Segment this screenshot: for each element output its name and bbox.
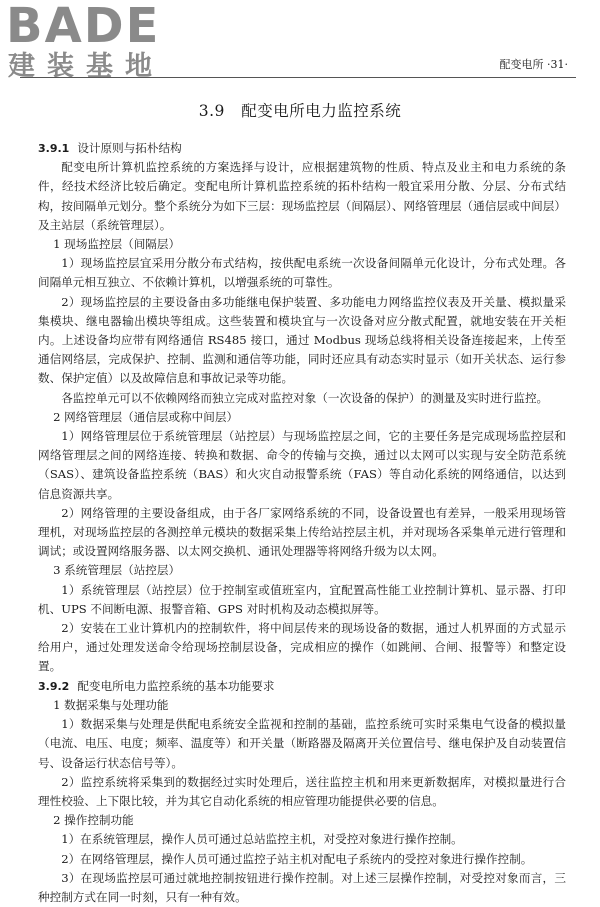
paragraph: 2）网络管理的主要设备组成，由于各厂家网络系统的不同，设备设置也有差异，一般采用现场管理机，对现场监控层的各测控单元模块的数据采集上传给站控层主机，并对现场各采集单元进行管理和调试；或设置网络服务器、以太网交换机、通讯处理器等将网络升级为以太网。 (38, 505, 566, 559)
section-title-text: 配变电所电力监控系统 (241, 102, 402, 120)
logo-wordmark: BADE (6, 0, 161, 54)
paragraph: 3）在现场监控层可通过就地控制按钮进行操作控制。对上述三层操作控制，对受控对象而言，三种控制方式在同一时刻，只有一种有效。 (38, 870, 566, 904)
clause-title: 配变电所电力监控系统的基本功能要求 (77, 678, 275, 693)
subheading: 1 数据采集与处理功能 (53, 697, 169, 712)
paragraph: 2）现场监控层的主要设备由多功能继电保护装置、多功能电力网络监控仪表及开关量、模拟量采集模块、继电器输出模块等组成。这些装置和模块宜与一次设备对应分散式配置，就地安装在开关柜内。上述设备均应带有网络通信 RS485 接口，通过 Modbus 现场总线将相关设备连接起来，上传至通信网络层，完成保护、控制、监测和通信等功能，同时还应具有动态实时显示（如开关状态、运行参数、保护定值）以及故障信息和事故记录等功能。 (38, 294, 566, 386)
paragraph: 2）监控系统将采集到的数据经过实时处理后，送往监控主机和用来更新数据库，对模拟量进行合理性校验、上下限比较，并为其它自动化系统的相应管理功能提供必要的信息。 (38, 774, 566, 808)
paragraph: 1）在系统管理层，操作人员可通过总站监控主机，对受控对象进行操作控制。 (61, 832, 463, 847)
subheading: 1 现场监控层（间隔层） (53, 237, 181, 252)
section-number: 3.9 (198, 102, 225, 120)
paragraph: 2）在网络管理层，操作人员可通过监控子站主机对配电子系统内的受控对象进行操作控制。 (61, 851, 533, 866)
paragraph: 1）系统管理层（站控层）位于控制室或值班室内，宜配置高性能工业控制计算机、显示器、打印机、UPS 不间断电源、报警音箱、GPS 对时机构及动态模拟屏等。 (38, 582, 566, 616)
paragraph: 1）网络管理层位于系统管理层（站控层）与现场监控层之间，它的主要任务是完成现场监控层和网络管理层之间的网络连接、转换和数据、命令的传输与交换，通过以太网可以实现与安全防范系统（SAS）、建筑设备监控系统（BAS）和火灾自动报警系统（FAS）等自动化系统的网络通信，以达到信息资源共享。 (38, 429, 566, 501)
paragraph: 配变电所计算机监控系统的方案选择与设计，应根据建筑物的性质、特点及业主和电力系统的条件，经技术经济比较后确定。变配电所计算机监控系统的拓朴结构一般宜采用分散、分层、分布式结构，按间隔单元划分。整个系统分为如下三层：现场监控层（间隔层）、网络管理层（通信层或中间层）及主站层（系统管理层）。 (38, 160, 566, 232)
clause-number: 3.9.1 (38, 142, 70, 155)
subheading: 2 网络管理层（通信层或称中间层） (53, 409, 239, 424)
header-rule (20, 77, 576, 78)
paragraph: 各监控单元可以不依赖网络而独立完成对监控对象（一次设备的保护）的测量及实时进行监控。 (61, 390, 549, 405)
clause-number: 3.9.2 (38, 679, 70, 693)
running-head: 配变电所 ·31· (499, 58, 568, 71)
section-title (0, 101, 600, 121)
clause-title: 设计原则与拓朴结构 (77, 141, 182, 155)
logo-subtitle: 建装基地 (8, 51, 164, 82)
paragraph: 1）现场监控层宜采用分散分布式结构，按供配电系统一次设备间隔单元化设计，分布式处理。各间隔单元相互独立、不依赖计算机，以增强系统的可靠性。 (38, 256, 566, 290)
subheading: 2 操作控制功能 (53, 813, 134, 828)
subheading: 3 系统管理层（站控层） (53, 563, 181, 578)
paragraph: 2）安装在工业计算机内的控制软件，将中间层传来的现场设备的数据，通过人机界面的方式显示给用户，通过处理发送命令给现场控制层设备，完成相应的操作（如跳闸、合闸、报警等）和整定设置。 (38, 621, 566, 674)
paragraph: 1）数据采集与处理是供配电系统安全监视和控制的基础，监控系统可实时采集电气设备的模拟量（电流、电压、电度；频率、温度等）和开关量（断路器及隔离开关位置信号、继电保护及自动装置信号、设备运行状态信号等）。 (38, 717, 566, 770)
clause-heading-391 (38, 139, 566, 158)
page-body (38, 139, 566, 907)
clause-heading-392 (38, 677, 566, 696)
